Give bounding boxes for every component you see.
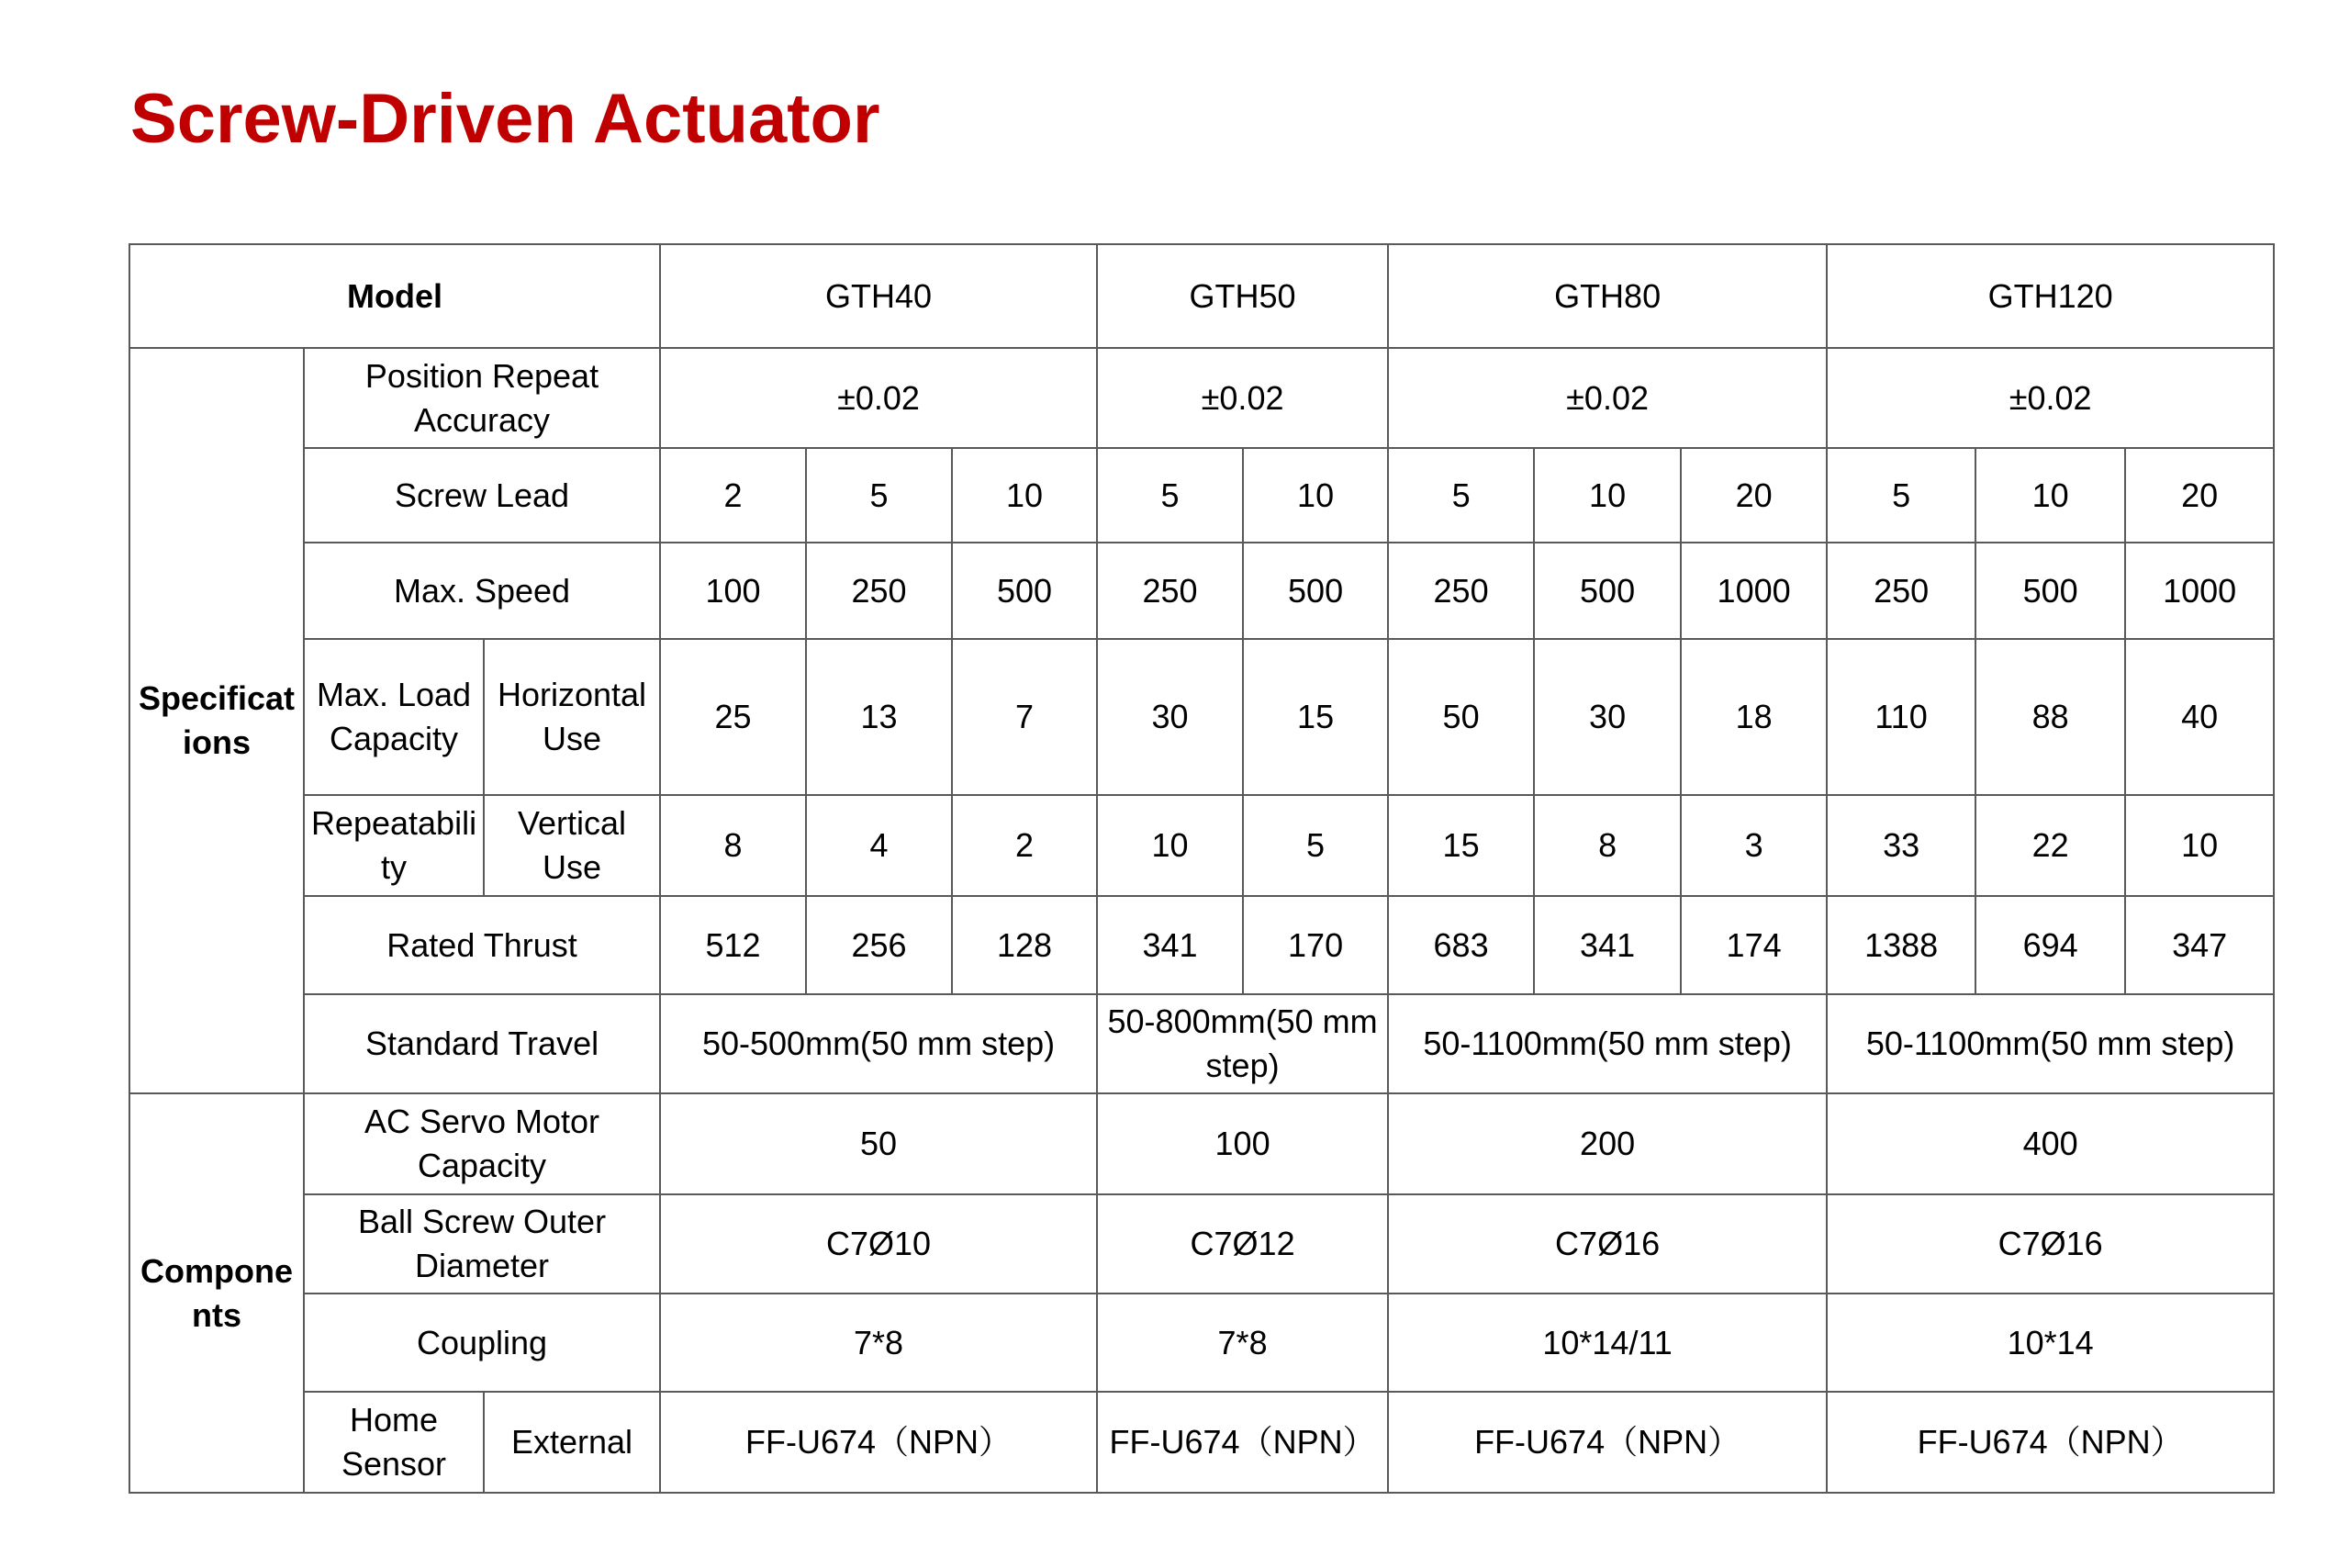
label-screw-lead: Screw Lead (304, 448, 660, 543)
label-max-load-capacity: Max. Load Capacity (304, 639, 484, 795)
cell-rated-thrust-3: 341 (1097, 896, 1243, 994)
label-repeatability: Repeatability (304, 795, 484, 896)
cell-max-speed-7: 1000 (1681, 543, 1827, 639)
label-rated-thrust: Rated Thrust (304, 896, 660, 994)
cell-max-speed-8: 250 (1827, 543, 1975, 639)
cell-accuracy-gth50: ±0.02 (1097, 348, 1388, 448)
cell-home-sensor-gth40: FF-U674（NPN） (660, 1392, 1097, 1493)
cell-max-speed-1: 250 (806, 543, 952, 639)
cell-rated-thrust-0: 512 (660, 896, 806, 994)
cell-rated-thrust-2: 128 (952, 896, 1097, 994)
cell-screw-lead-2: 10 (952, 448, 1097, 543)
cell-vertical-8: 33 (1827, 795, 1975, 896)
model-gth50: GTH50 (1097, 244, 1388, 348)
cell-screw-lead-7: 20 (1681, 448, 1827, 543)
row-max-speed (129, 543, 2274, 639)
cell-rated-thrust-8: 1388 (1827, 896, 1975, 994)
cell-screw-lead-0: 2 (660, 448, 806, 543)
model-header-label: Model (129, 244, 660, 348)
row-screw-lead (129, 448, 2274, 543)
cell-rated-thrust-10: 347 (2125, 896, 2274, 994)
label-vertical-use: Vertical Use (484, 795, 660, 896)
cell-max-speed-0: 100 (660, 543, 806, 639)
model-gth80: GTH80 (1388, 244, 1827, 348)
label-coupling: Coupling (304, 1294, 660, 1392)
cell-ball-screw-gth40: C7Ø10 (660, 1194, 1097, 1294)
cell-travel-gth120: 50-1100mm(50 mm step) (1827, 994, 2274, 1093)
cell-horizontal-1: 13 (806, 639, 952, 795)
label-external: External (484, 1392, 660, 1493)
cell-horizontal-8: 110 (1827, 639, 1975, 795)
cell-vertical-0: 8 (660, 795, 806, 896)
cell-ball-screw-gth80: C7Ø16 (1388, 1194, 1827, 1294)
label-ball-screw: Ball Screw Outer Diameter (304, 1194, 660, 1294)
cell-rated-thrust-1: 256 (806, 896, 952, 994)
cell-vertical-6: 8 (1534, 795, 1681, 896)
cell-horizontal-3: 30 (1097, 639, 1243, 795)
cell-vertical-10: 10 (2125, 795, 2274, 896)
row-horizontal-load (129, 639, 2274, 795)
cell-screw-lead-4: 10 (1243, 448, 1388, 543)
cell-screw-lead-8: 5 (1827, 448, 1975, 543)
cell-accuracy-gth40: ±0.02 (660, 348, 1097, 448)
cell-vertical-1: 4 (806, 795, 952, 896)
cell-accuracy-gth120: ±0.02 (1827, 348, 2274, 448)
row-servo-capacity (129, 1093, 2274, 1194)
cell-rated-thrust-5: 683 (1388, 896, 1534, 994)
cell-vertical-4: 5 (1243, 795, 1388, 896)
cell-accuracy-gth80: ±0.02 (1388, 348, 1827, 448)
cell-vertical-3: 10 (1097, 795, 1243, 896)
cell-home-sensor-gth80: FF-U674（NPN） (1388, 1392, 1827, 1493)
label-home-sensor: Home Sensor (304, 1392, 484, 1493)
cell-coupling-gth50: 7*8 (1097, 1294, 1388, 1392)
cell-coupling-gth80: 10*14/11 (1388, 1294, 1827, 1392)
row-home-sensor (129, 1392, 2274, 1493)
cell-rated-thrust-4: 170 (1243, 896, 1388, 994)
cell-ball-screw-gth120: C7Ø16 (1827, 1194, 2274, 1294)
cell-vertical-7: 3 (1681, 795, 1827, 896)
cell-vertical-5: 15 (1388, 795, 1534, 896)
label-standard-travel: Standard Travel (304, 994, 660, 1093)
cell-horizontal-9: 88 (1975, 639, 2125, 795)
cell-max-speed-3: 250 (1097, 543, 1243, 639)
cell-screw-lead-5: 5 (1388, 448, 1534, 543)
cell-horizontal-0: 25 (660, 639, 806, 795)
cell-screw-lead-1: 5 (806, 448, 952, 543)
cell-max-speed-2: 500 (952, 543, 1097, 639)
model-gth40: GTH40 (660, 244, 1097, 348)
row-vertical-repeatability (129, 795, 2274, 896)
cell-horizontal-10: 40 (2125, 639, 2274, 795)
cell-max-speed-9: 500 (1975, 543, 2125, 639)
model-gth120: GTH120 (1827, 244, 2274, 348)
cell-travel-gth80: 50-1100mm(50 mm step) (1388, 994, 1827, 1093)
label-servo-capacity: AC Servo Motor Capacity (304, 1093, 660, 1194)
cell-rated-thrust-6: 341 (1534, 896, 1681, 994)
cell-screw-lead-3: 5 (1097, 448, 1243, 543)
section-components: Components (129, 1093, 304, 1493)
cell-home-sensor-gth120: FF-U674（NPN） (1827, 1392, 2274, 1493)
row-model (129, 244, 2274, 348)
cell-max-speed-6: 500 (1534, 543, 1681, 639)
cell-horizontal-4: 15 (1243, 639, 1388, 795)
cell-screw-lead-6: 10 (1534, 448, 1681, 543)
cell-horizontal-6: 30 (1534, 639, 1681, 795)
section-specifications: Specifications (129, 348, 304, 1093)
row-ball-screw (129, 1194, 2274, 1294)
cell-coupling-gth120: 10*14 (1827, 1294, 2274, 1392)
cell-servo-gth80: 200 (1388, 1093, 1827, 1194)
cell-horizontal-2: 7 (952, 639, 1097, 795)
row-accuracy (129, 348, 2274, 448)
cell-travel-gth50: 50-800mm(50 mm step) (1097, 994, 1388, 1093)
cell-vertical-2: 2 (952, 795, 1097, 896)
row-coupling (129, 1294, 2274, 1392)
cell-horizontal-5: 50 (1388, 639, 1534, 795)
cell-servo-gth120: 400 (1827, 1093, 2274, 1194)
cell-horizontal-7: 18 (1681, 639, 1827, 795)
cell-max-speed-4: 500 (1243, 543, 1388, 639)
label-accuracy: Position Repeat Accuracy (304, 348, 660, 448)
cell-ball-screw-gth50: C7Ø12 (1097, 1194, 1388, 1294)
cell-home-sensor-gth50: FF-U674（NPN） (1097, 1392, 1388, 1493)
spec-table (129, 243, 2275, 1494)
cell-rated-thrust-9: 694 (1975, 896, 2125, 994)
label-horizontal-use: Horizontal Use (484, 639, 660, 795)
row-rated-thrust (129, 896, 2274, 994)
page-title: Screw-Driven Actuator (130, 80, 880, 158)
cell-vertical-9: 22 (1975, 795, 2125, 896)
cell-max-speed-10: 1000 (2125, 543, 2274, 639)
cell-coupling-gth40: 7*8 (660, 1294, 1097, 1392)
label-max-speed: Max. Speed (304, 543, 660, 639)
cell-screw-lead-9: 10 (1975, 448, 2125, 543)
row-standard-travel (129, 994, 2274, 1093)
cell-servo-gth40: 50 (660, 1093, 1097, 1194)
cell-servo-gth50: 100 (1097, 1093, 1388, 1194)
cell-rated-thrust-7: 174 (1681, 896, 1827, 994)
cell-max-speed-5: 250 (1388, 543, 1534, 639)
cell-screw-lead-10: 20 (2125, 448, 2274, 543)
cell-travel-gth40: 50-500mm(50 mm step) (660, 994, 1097, 1093)
